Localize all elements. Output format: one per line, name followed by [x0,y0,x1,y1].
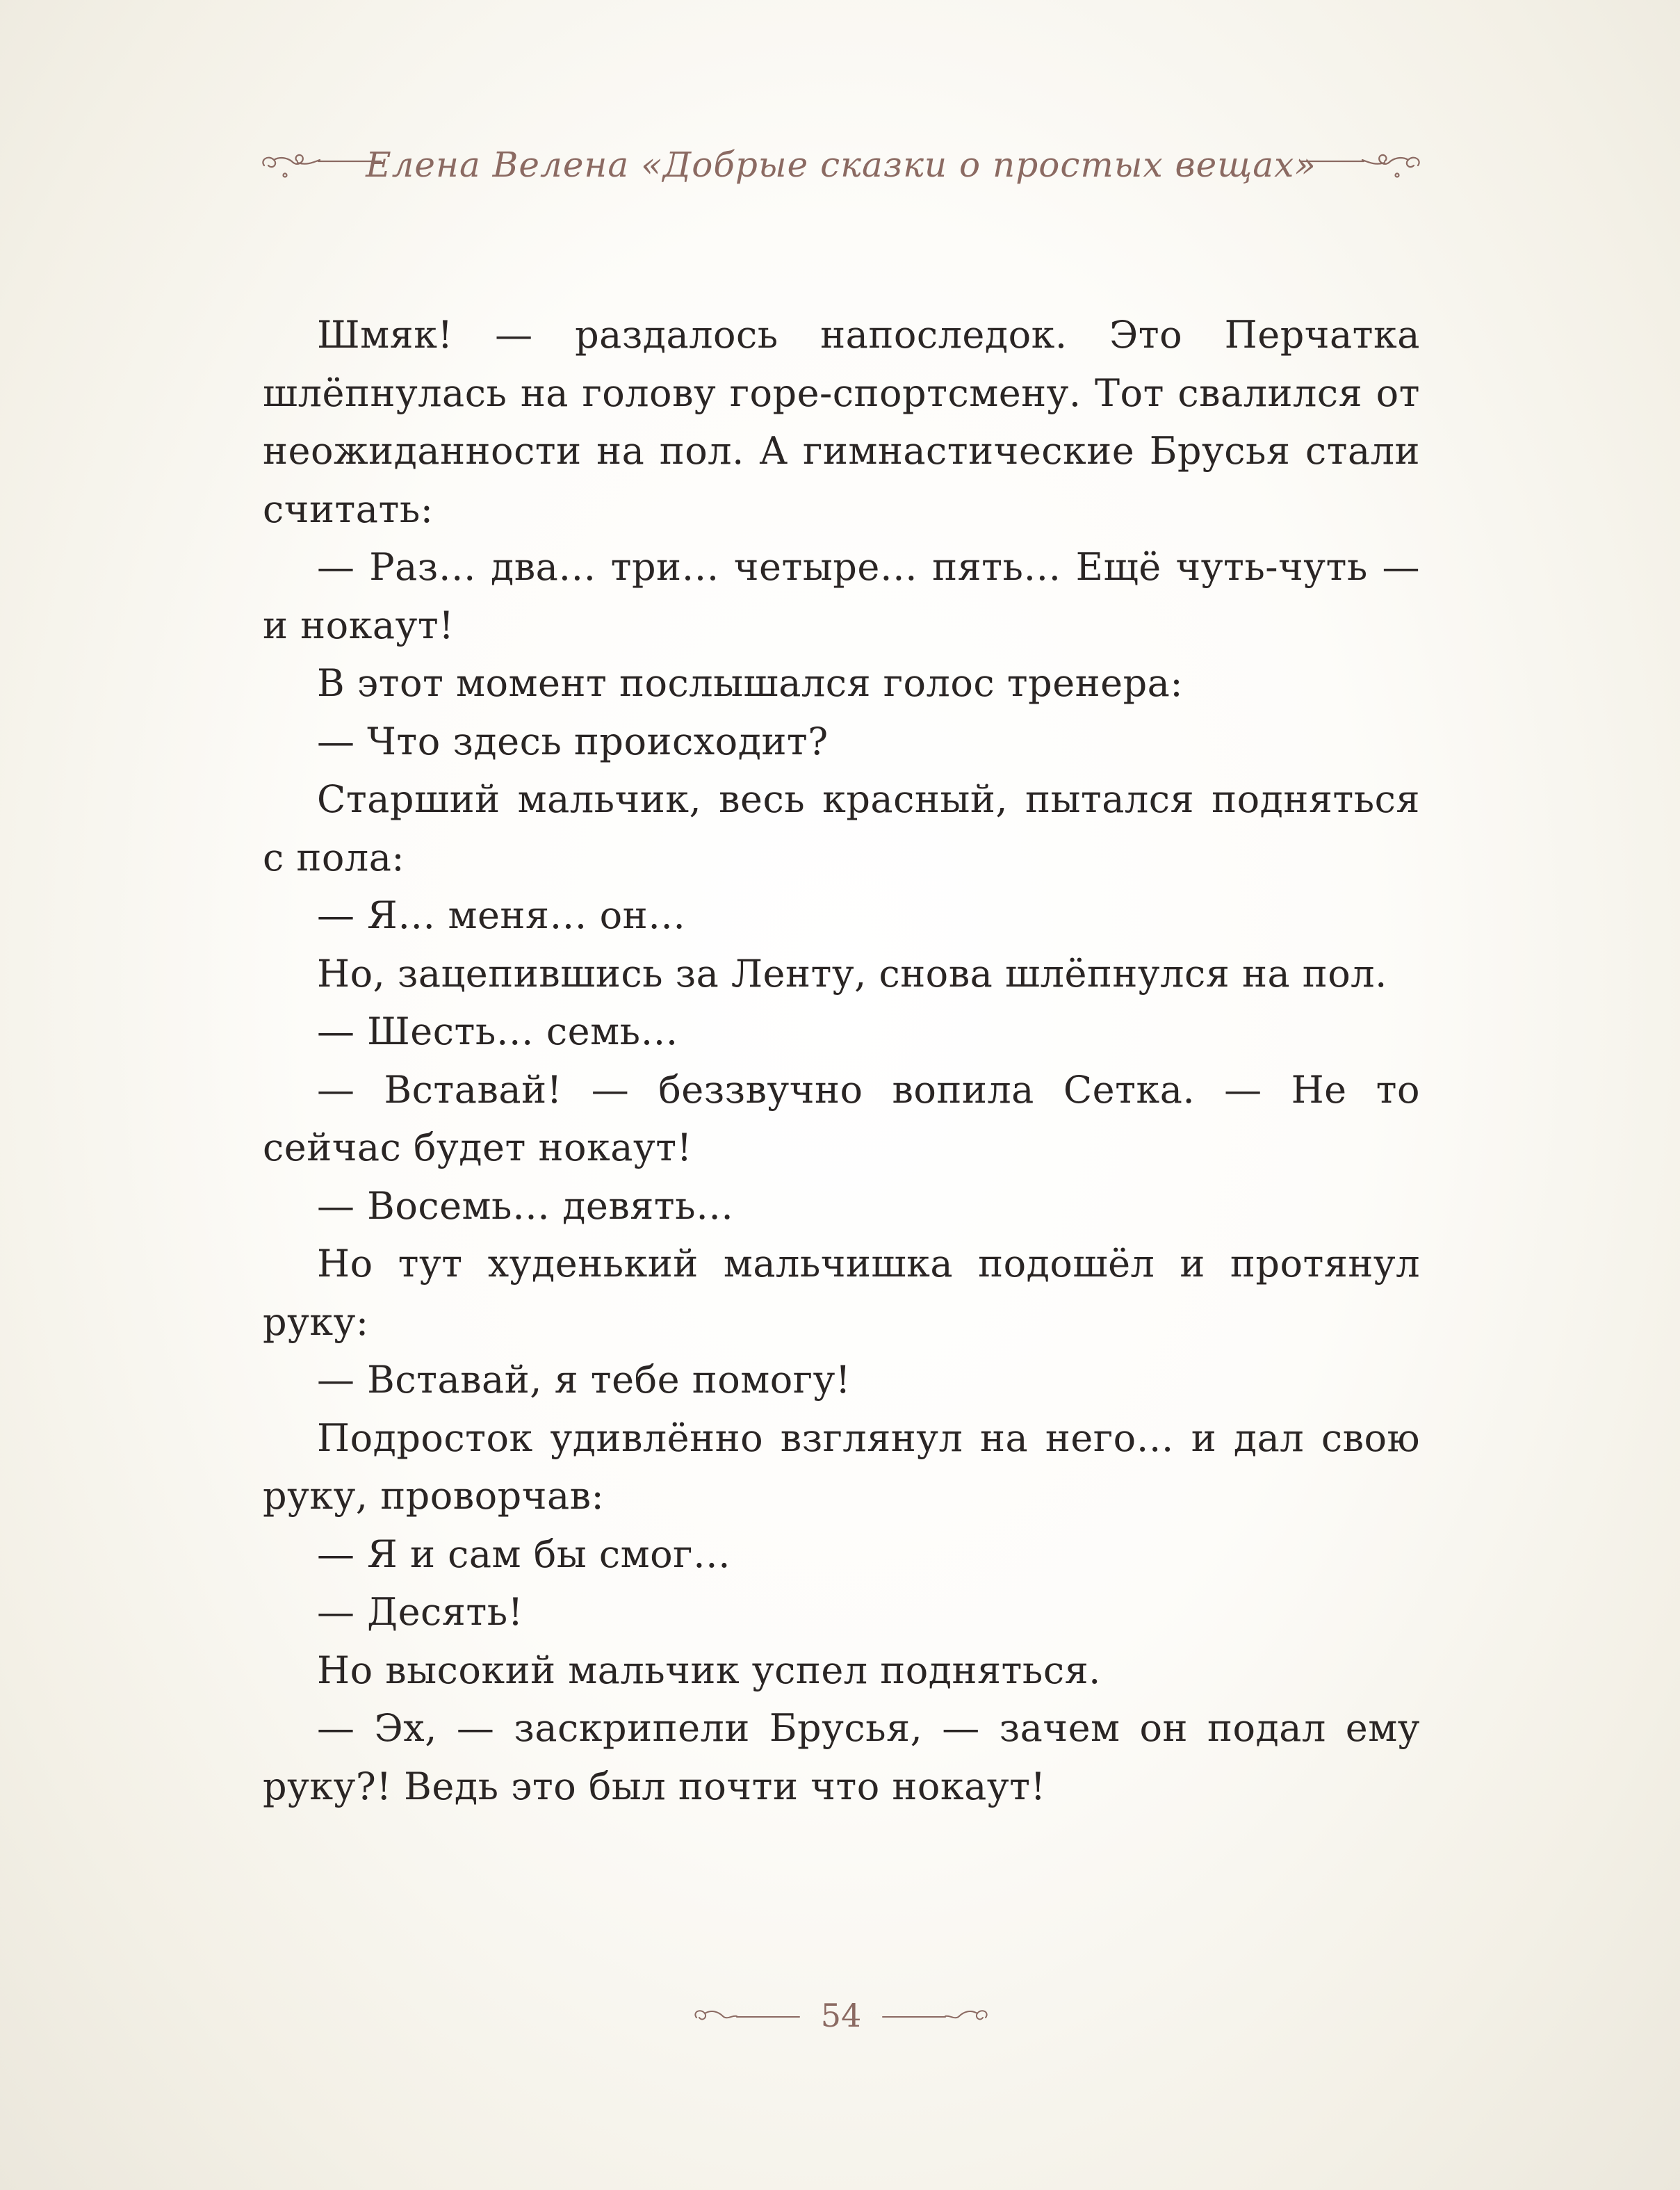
story-text [263,306,1420,1815]
paragraph: — Десять! [317,1590,523,1634]
paragraph: Старший мальчик, весь красный, пытался подняться с пола: [263,777,1420,879]
paragraph: — Шесть… семь… [317,1009,679,1053]
paragraph: — Вставай! — беззвучно вопила Сетка. — Не то сейчас будет нокаут! [263,1067,1420,1169]
paragraph: В этот момент послышался голос тренера: [317,661,1184,705]
page-footer [688,1988,994,2044]
paragraph: — Что здесь происходит? [317,719,829,763]
paragraph: Шмяк! — раздалось напоследок. Это Перчатка шлёпнулась на голову горе-спортсмену. Тот свалился от неожиданности на пол. А гимнастические Брусья стали считать: [263,313,1420,531]
paragraph: Но высокий мальчик успел подняться. [317,1648,1101,1692]
paragraph: — Эх, — заскрипели Брусья, — зачем он подал ему руку?! Ведь это был почти что нокаут! [263,1706,1420,1808]
paragraph: — Восемь… девять… [317,1183,734,1228]
paragraph: — Раз… два… три… четыре… пять… Ещё чуть-чуть — и нокаут! [263,545,1420,647]
paragraph: — Я… меня… он… [317,893,686,937]
paragraph: Но тут худенький мальчишка подошёл и протянул руку: [263,1242,1420,1344]
paragraph: — Я и сам бы смог… [317,1532,731,1576]
paragraph: — Вставай, я тебе помогу! [317,1358,851,1402]
running-header [257,139,1425,202]
paragraph: Но, зацепившись за Ленту, снова шлёпнулся на пол. [317,951,1387,996]
header-title: Елена Велена «Добрые сказки о простых вещах» [366,145,1316,185]
paragraph: Подросток удивлённо взглянул на него… и дал свою руку, проворчав: [263,1416,1420,1518]
page-number: 54 [820,1997,862,2034]
